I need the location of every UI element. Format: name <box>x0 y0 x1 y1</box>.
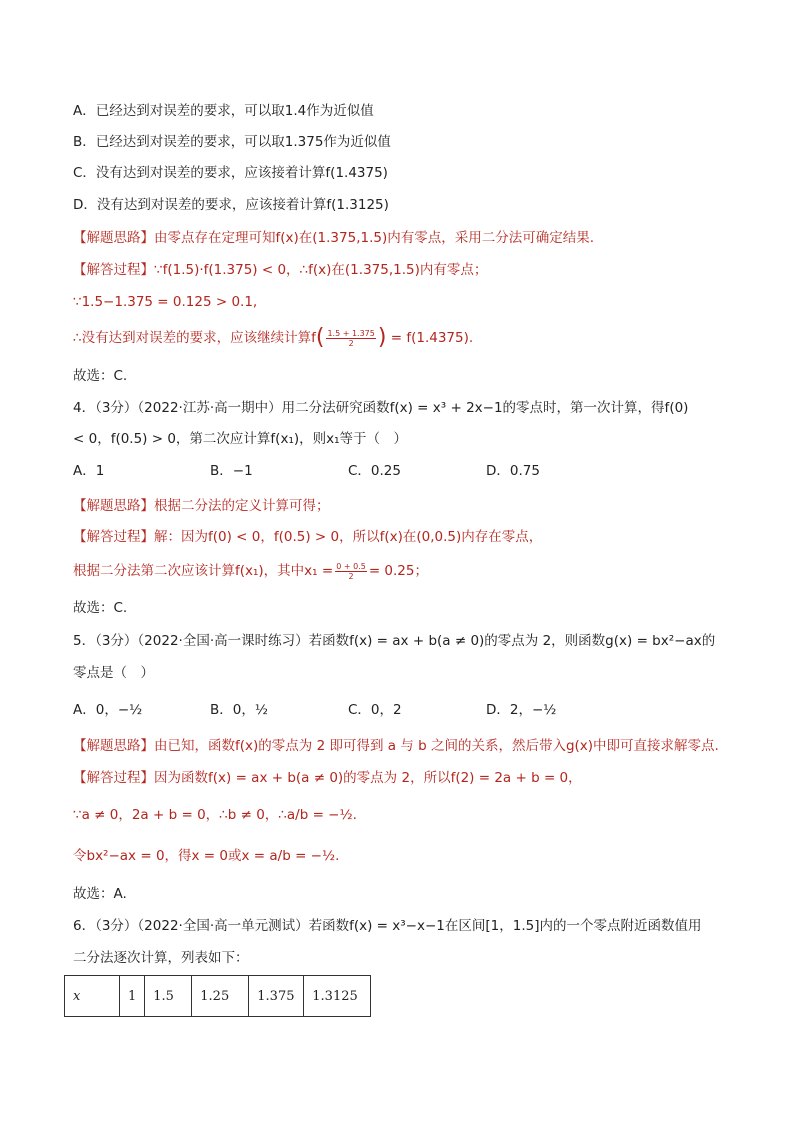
q4-fraction <box>335 562 367 581</box>
q5-answer: 故选：A. <box>73 886 127 902</box>
table-row <box>65 976 371 1017</box>
q4-stem-line-1: 4．（3分）（2022·江苏·高一期中）用二分法研究函数f(x) = x³ + 2x−1的零点时，第一次计算，得f(0) <box>73 400 689 416</box>
q3-option-a: A．已经达到对误差的要求，可以取1.4作为近似值 <box>73 103 374 119</box>
q3-option-d: D．没有达到对误差的要求，应该接着计算f(1.3125) <box>73 197 389 213</box>
q3-process-line-2: ∵1.5−1.375 = 0.125 > 0.1, <box>73 294 258 310</box>
q5-stem-line-2: 零点是（ ） <box>73 665 154 681</box>
q4-stem-line-2: < 0，f(0.5) > 0，第二次应计算f(x₁)，则x₁等于（ ） <box>73 431 408 447</box>
q3-process-3-tail: = f(1.4375). <box>390 330 474 346</box>
q5-process-line-1: 【解答过程】因为函数f(x) = ax + b(a ≠ 0)的零点为 2，所以f(2) = 2a + b = 0， <box>73 770 582 786</box>
q4-process-2-tail: = 0.25； <box>368 563 428 579</box>
q3-solution-idea: 【解题思路】由零点存在定理可知f(x)在(1.375,1.5)内有零点，采用二分法可确定结果. <box>73 230 595 246</box>
table-cell: 1.25 <box>192 976 249 1017</box>
q3-fraction <box>326 329 375 348</box>
q4-option-c: C．0.25 <box>348 463 401 479</box>
q4-process-line-2 <box>73 561 428 581</box>
q5-option-b: B．0，½ <box>210 702 268 718</box>
q3-process-line-1: 【解答过程】∵f(1.5)·f(1.375) < 0，∴f(x)在(1.375,1.5)内有零点； <box>73 262 488 278</box>
q4-answer: 故选：C. <box>73 600 128 616</box>
q4-option-d: D．0.75 <box>486 463 540 479</box>
q4-option-a: A．1 <box>73 463 105 479</box>
q6-stem-line-2: 二分法逐次计算，列表如下： <box>73 950 249 966</box>
table-cell: 1 <box>120 976 145 1017</box>
q6-stem-line-1: 6．（3分）（2022·全国·高一单元测试）若函数f(x) = x³−x−1在区间[1，1.5]内的一个零点附近函数值用 <box>73 918 702 934</box>
q4-option-b: B．−1 <box>210 463 253 479</box>
q4-fraction-denominator: 2 <box>348 571 354 581</box>
q5-process-line-3: 令bx²−ax = 0，得x = 0或x = a/b = −½. <box>73 848 340 864</box>
q3-option-c: C．没有达到对误差的要求，应该接着计算f(1.4375) <box>73 165 388 181</box>
q5-option-a: A．0，−½ <box>73 702 143 718</box>
q4-process-line-1: 【解答过程】解：因为f(0) < 0，f(0.5) > 0，所以f(x)在(0,0.5)内存在零点， <box>73 529 543 545</box>
q4-process-2-lead: 根据二分法第二次应该计算f(x₁)，其中x₁ = <box>73 563 334 579</box>
table-cell: 1.375 <box>249 976 304 1017</box>
q4-solution-idea: 【解题思路】根据二分法的定义计算可得； <box>73 498 330 514</box>
q4-fraction-numerator: 0 + 0.5 <box>336 561 366 571</box>
q6-value-table <box>64 975 371 1017</box>
q3-fraction-denominator: 2 <box>348 338 354 348</box>
q5-process-line-2: ∵a ≠ 0，2a + b = 0，∴b ≠ 0，∴a/b = −½. <box>73 807 357 823</box>
q3-answer: 故选：C. <box>73 368 128 384</box>
q5-solution-idea: 【解题思路】由已知，函数f(x)的零点为 2 即可得到 a 与 b 之间的关系，然后带入g(x)中即可直接求解零点. <box>73 738 719 754</box>
q3-fraction-numerator: 1.5 + 1.375 <box>327 328 375 338</box>
q3-option-b: B．已经达到对误差的要求，可以取1.375作为近似值 <box>73 134 391 150</box>
q3-process-line-3: ∴没有达到对误差的要求，应该继续计算f( $\frac{1.5 + 1.375}{2}$ ) = f(1.4375). <box>73 325 474 350</box>
table-cell-x-label: x <box>65 976 120 1017</box>
table-cell: 1.5 <box>145 976 192 1017</box>
q5-stem-line-1: 5．（3分）（2022·全国·高一课时练习）若函数f(x) = ax + b(a ≠ 0)的零点为 2，则函数g(x) = bx²−ax的 <box>73 633 716 649</box>
q5-option-d: D．2，−½ <box>486 702 557 718</box>
table-cell: 1.3125 <box>304 976 371 1017</box>
q3-process-3-lead: ∴没有达到对误差的要求，应该继续计算f <box>73 330 316 346</box>
q5-option-c: C．0，2 <box>348 702 402 718</box>
